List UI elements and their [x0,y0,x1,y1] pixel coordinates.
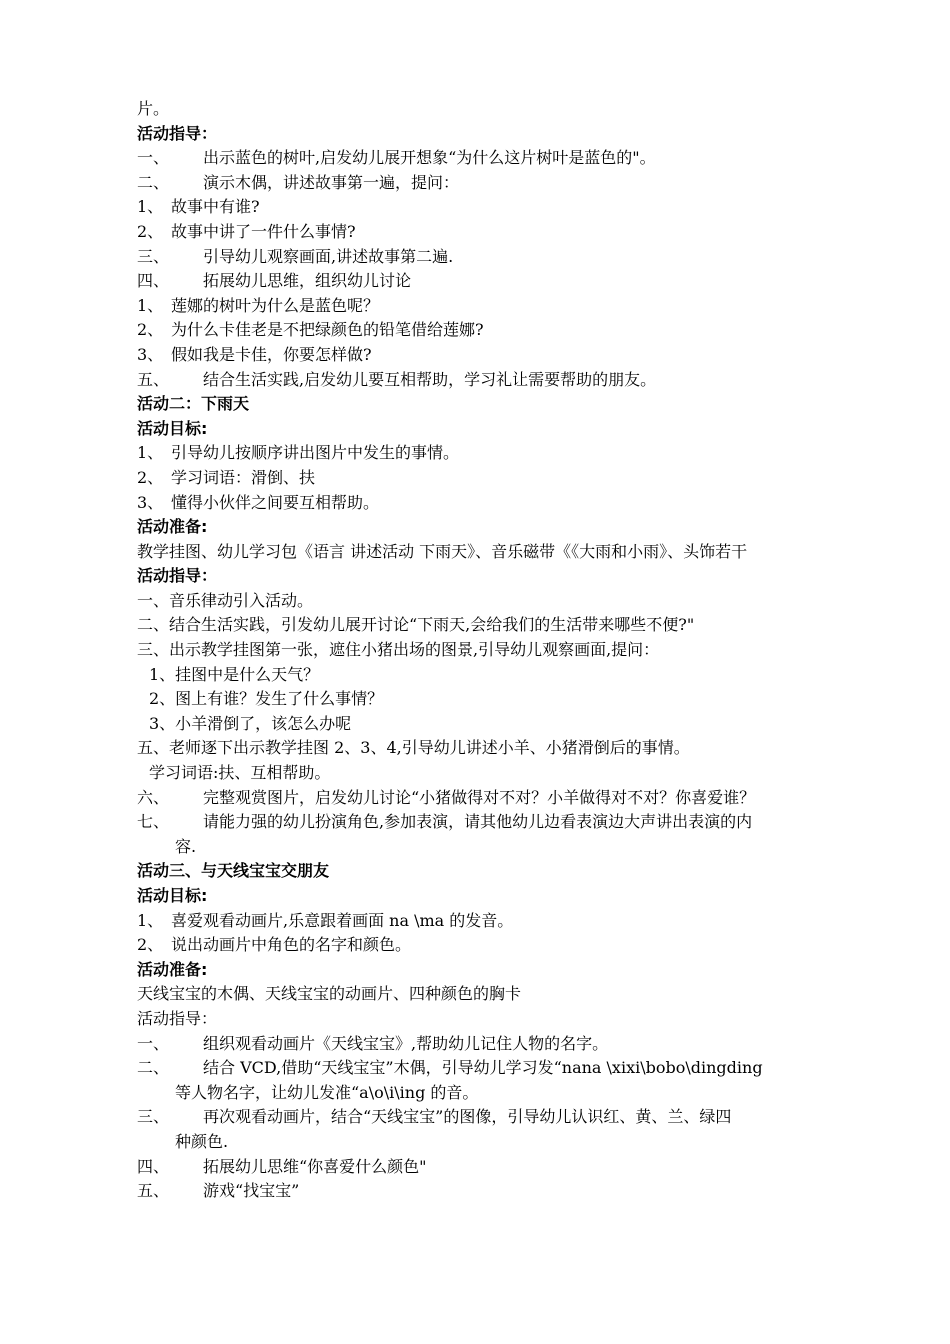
section-heading: 活动目标: [137,886,208,905]
list-item [137,368,877,393]
list-number: 五、 [137,369,170,389]
list-text: 出示蓝色的树叶,启发幼儿展开想象“为什么这片树叶是蓝色的"。 [203,148,656,168]
text-line: 三、出示教学挂图第一张，遮住小猪出场的图景,引导幼儿观察画面,提问： [137,640,660,660]
list-item [137,318,877,343]
section-heading: 活动准备: [137,959,208,979]
list-number: 三、 [137,1107,170,1127]
section-heading: 活动指导： [137,566,218,586]
text-line: 一、音乐律动引入活动。 [137,590,314,610]
list-number: 四、 [137,1156,170,1176]
list-text: 游戏“找宝宝” [203,1181,300,1201]
list-item [137,1155,877,1180]
section-heading: 活动指导： [137,123,218,143]
list-item [137,491,877,516]
list-text: 演示木偶，讲述故事第一遍，提问： [203,172,460,192]
section-heading: 活动准备: [137,517,208,537]
list-item [137,441,877,466]
list-text: 喜爱观看动画片,乐意跟着画面 na \ma 的发音。 [171,910,514,930]
list-text: 故事中讲了一件什么事情? [171,221,356,241]
list-text: 为什么卡佳老是不把绿颜色的铅笔借给莲娜? [171,320,484,340]
list-item [137,245,877,270]
list-text: 引导幼儿按顺序讲出图片中发生的事情。 [171,443,460,463]
list-item [137,786,877,811]
list-number: 1、 [137,197,164,217]
list-item [137,933,877,958]
list-number: 三、 [137,246,170,266]
list-number: 2、 [137,320,164,340]
text-line: 1、挂图中是什么天气？ [149,664,320,684]
section-heading: 活动目标: [137,418,208,438]
list-text: 引导幼儿观察画面,讲述故事第二遍. [203,246,454,266]
list-text-continuation: 等人物名字，让幼儿发准“a\o\i\ing 的音。 [175,1082,479,1102]
text-line: 片。 [137,99,170,118]
text-paragraph: 教学挂图、幼儿学习包《语言 讲述活动 下雨天》、音乐磁带《《大雨和小雨》、头饰若干 [137,541,748,561]
list-number: 一、 [137,148,170,168]
list-item [137,1179,877,1204]
list-item [137,1032,877,1057]
list-text-continuation: 容. [175,836,197,856]
text-line: 天线宝宝的木偶、天线宝宝的动画片、四种颜色的胸卡 [137,984,522,1004]
list-text: 请能力强的幼儿扮演角色,参加表演，请其他幼儿边看表演边大声讲出表演的内 [203,812,753,832]
list-item [137,466,877,491]
list-item [137,343,877,368]
list-text: 再次观看动画片，结合“天线宝宝”的图像，引导幼儿认识红、黄、兰、绿四 [203,1107,732,1127]
list-item [137,1105,877,1130]
list-item [137,909,877,934]
list-item [137,294,877,319]
list-number: 四、 [137,271,170,291]
list-number: 2、 [137,467,164,487]
section-heading-plain: 活动指导： [137,1008,218,1028]
list-text-continuation: 种颜色. [175,1131,229,1151]
list-text: 拓展幼儿思维，组织幼儿讨论 [203,271,412,291]
text-line: 五、老师逐下出示教学挂图 2、3、4,引导幼儿讲述小羊、小猪滑倒后的事情。 [137,738,690,758]
list-text: 完整观赏图片，启发幼儿讨论“小猪做得对不对？小羊做得对不对？你喜爱谁？ [203,787,756,807]
list-text: 学习词语：滑倒、扶 [171,467,316,487]
list-number: 2、 [137,221,164,241]
text-line: 3、小羊滑倒了，该怎么办呢 [149,713,352,733]
list-item [137,810,877,835]
list-text: 结合 VCD,借助“天线宝宝”木偶，引导幼儿学习发“nana \xixi\bobo\dingding [203,1058,763,1078]
list-number: 1、 [137,295,164,315]
list-text: 故事中有谁? [171,197,260,217]
list-item [137,269,877,294]
activity-title: 活动二：下雨天 [137,394,250,414]
activity-title: 活动三、与天线宝宝交朋友 [137,861,330,881]
list-number: 1、 [137,443,164,463]
list-number: 二、 [137,172,170,192]
list-text: 说出动画片中角色的名字和颜色。 [171,935,412,955]
list-item [137,146,877,171]
list-item [137,195,877,220]
list-number: 1、 [137,910,164,930]
text-line: 2、图上有谁？发生了什么事情？ [149,689,384,709]
text-line: 二、结合生活实践，引发幼儿展开讨论“下雨天,会给我们的生活带来哪些不便?" [137,615,695,635]
document-page [137,97,877,1204]
list-item [137,1056,877,1081]
list-text: 莲娜的树叶为什么是蓝色呢？ [171,295,380,315]
list-text: 组织观看动画片《天线宝宝》,帮助幼儿记住人物的名字。 [203,1033,609,1053]
list-number: 3、 [137,492,164,512]
list-text: 假如我是卡佳，你要怎样做? [171,344,372,364]
text-line: 学习词语:扶、互相帮助。 [149,763,331,783]
list-number: 2、 [137,935,164,955]
list-number: 七、 [137,812,170,832]
list-number: 3、 [137,344,164,364]
list-text: 懂得小伙伴之间要互相帮助。 [171,492,380,512]
list-item [137,220,877,245]
list-number: 五、 [137,1181,170,1201]
list-number: 一、 [137,1033,170,1053]
list-item [137,171,877,196]
list-text: 结合生活实践,启发幼儿要互相帮助，学习礼让需要帮助的朋友。 [203,369,657,389]
list-number: 六、 [137,787,170,807]
list-number: 二、 [137,1058,170,1078]
list-text: 拓展幼儿思维“你喜爱什么颜色" [203,1156,427,1176]
